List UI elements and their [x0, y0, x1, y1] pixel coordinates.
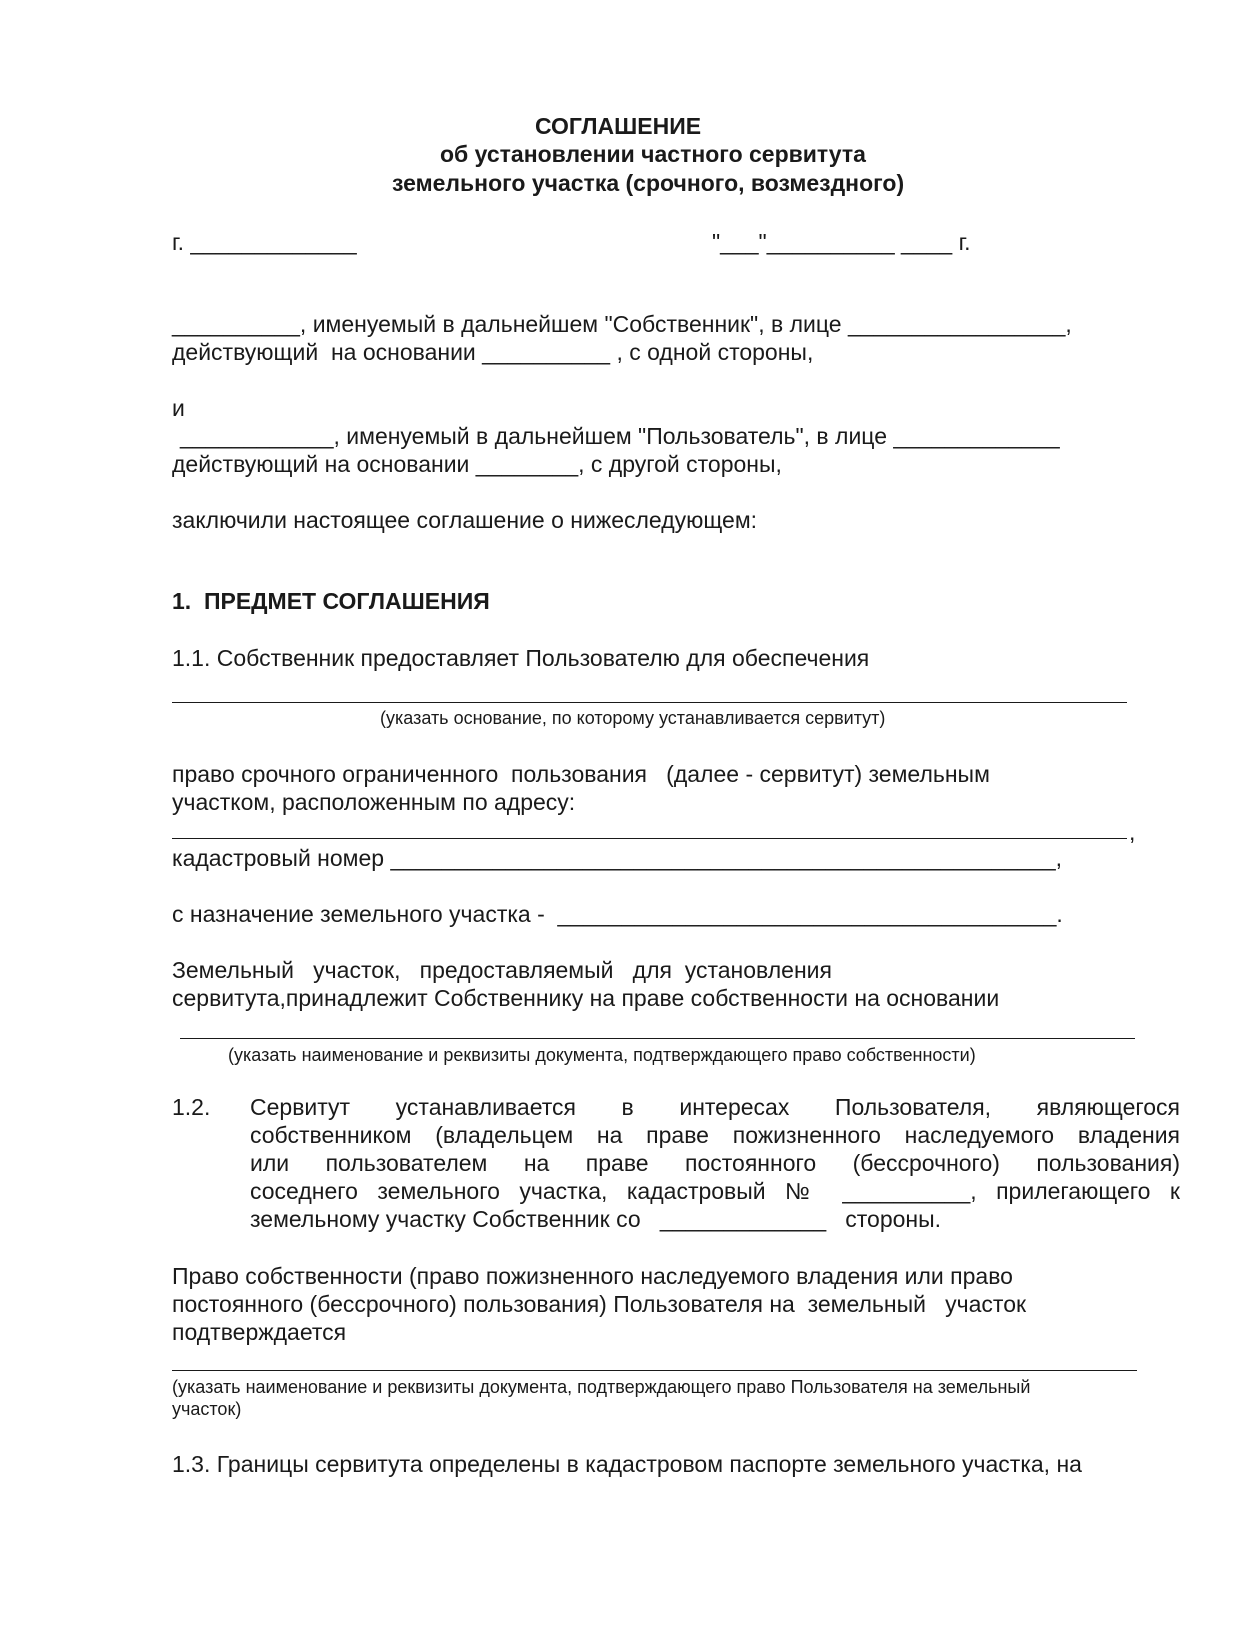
clause-1-2-line-1: Сервитут устанавливается в интересах Пользователя, являющегося	[250, 1094, 1180, 1120]
city-field: г. _____________	[172, 229, 357, 255]
concluded-statement: заключили настоящее соглашение о нижеследующем:	[172, 507, 758, 533]
owned-line-2: сервитута,принадлежит Собственнику на праве собственности на основании	[172, 985, 1000, 1011]
owned-line-1: Земельный участок, предоставляемый для установления	[172, 957, 832, 983]
clause-1-1-line-2: право срочного ограниченного пользования (далее - сервитут) земельным	[172, 761, 990, 787]
clause-1-1-line-1: 1.1. Собственник предоставляет Пользователю для обеспечения	[172, 645, 870, 671]
user-right-caption-2: участок)	[172, 1399, 242, 1419]
blank-line-basis	[172, 702, 1127, 703]
right-line-1: Право собственности (право пожизненного наследуемого владения или право	[172, 1263, 1013, 1289]
right-line-3: подтверждается	[172, 1319, 347, 1345]
blank-line-user-right-doc	[172, 1370, 1137, 1371]
land-purpose-line: с назначение земельного участка - _______________________________________.	[172, 901, 1063, 927]
clause-1-2-number: 1.2.	[172, 1094, 211, 1120]
document-subtitle-2: земельного участка (срочного, возмездного)	[392, 170, 905, 196]
clause-1-2-line-3: или пользователем на праве постоянного (бессрочного) пользования)	[250, 1150, 1180, 1176]
blank-line-address	[172, 838, 1127, 839]
clause-1-3-line-1: 1.3. Границы сервитута определены в кадастровом паспорте земельного участка, на	[172, 1451, 1082, 1477]
and-conjunction: и	[172, 395, 185, 421]
clause-1-2-line-5: земельному участку Собственник со _____________ стороны.	[250, 1206, 942, 1232]
clause-1-1-line-3: участком, расположенным по адресу:	[172, 789, 576, 815]
clause-1-1-caption: (указать основание, по которому устанавливается сервитут)	[380, 708, 886, 728]
right-line-2: постоянного (бессрочного) пользования) Пользователя на земельный участок	[172, 1291, 1027, 1317]
section-1-heading: 1. ПРЕДМЕТ СОГЛАШЕНИЯ	[172, 588, 490, 614]
document-title: СОГЛАШЕНИЕ	[535, 113, 702, 139]
date-field: "___"__________ ____ г.	[712, 229, 971, 255]
user-right-caption-1: (указать наименование и реквизиты документа, подтверждающего право Пользователя на земельный	[172, 1377, 1031, 1397]
clause-1-2-line-4: соседнего земельного участка, кадастровый № __________, прилегающего к	[250, 1178, 1180, 1204]
ownership-caption: (указать наименование и реквизиты документа, подтверждающего право собственности)	[228, 1045, 976, 1065]
owner-line-1: __________, именуемый в дальнейшем "Собственник", в лице _________________,	[172, 311, 1072, 337]
address-comma: ,	[1129, 819, 1136, 845]
document-subtitle-1: об установлении частного сервитута	[440, 141, 866, 167]
user-line-2: действующий на основании ________, с другой стороны,	[172, 451, 782, 477]
owner-line-2: действующий на основании __________ , с одной стороны,	[172, 339, 814, 365]
cadastral-number-line: кадастровый номер ____________________________________________________,	[172, 845, 1063, 871]
clause-1-2-line-2: собственником (владельцем на праве пожизненного наследуемого владения	[250, 1122, 1180, 1148]
user-line-1: ____________, именуемый в дальнейшем "Пользователь", в лице _____________	[180, 423, 1060, 449]
blank-line-ownership-doc	[180, 1038, 1135, 1039]
